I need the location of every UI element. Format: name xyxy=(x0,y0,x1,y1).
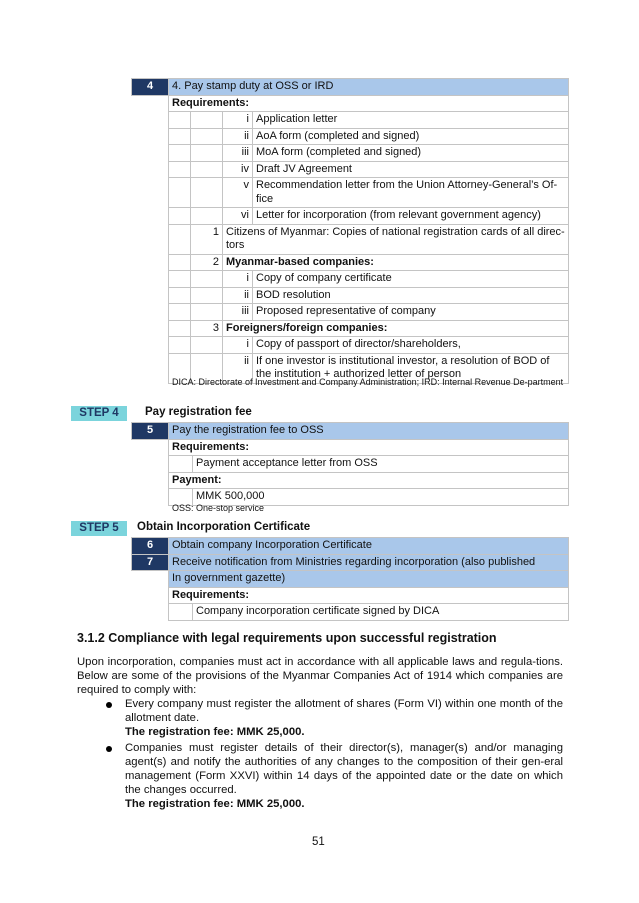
requirement-item: Payment acceptance letter from OSS xyxy=(193,456,569,473)
doc-numeral: vi xyxy=(223,208,253,225)
doc-item: Application letter xyxy=(253,112,569,129)
registration-fee-table xyxy=(131,422,569,506)
sub-item: BOD resolution xyxy=(253,287,569,304)
row-title: Pay the registration fee to OSS xyxy=(169,423,569,440)
doc-item: MoA form (completed and signed) xyxy=(253,145,569,162)
sub-numeral: i xyxy=(223,337,253,354)
bullet-fee: The registration fee: MMK 25,000. xyxy=(125,798,305,810)
row-title-continued: In government gazette) xyxy=(169,571,569,588)
step-4-title: Pay registration fee xyxy=(145,406,252,418)
step-5-title: Obtain Incorporation Certificate xyxy=(137,521,311,533)
sub-item: Proposed representative of company xyxy=(253,304,569,321)
page-number: 51 xyxy=(312,836,325,848)
row-number: 4 xyxy=(132,79,169,96)
incorporation-table xyxy=(131,537,569,621)
bullet-icon xyxy=(106,702,112,708)
group-title: Foreigners/foreign companies: xyxy=(223,320,569,337)
row-number: 5 xyxy=(132,423,169,440)
row-title: 4. Pay stamp duty at OSS or IRD xyxy=(169,79,569,96)
payment-label: Payment: xyxy=(169,472,569,489)
sub-numeral: ii xyxy=(223,287,253,304)
section-paragraph: Upon incorporation, companies must act in accordance with all applicable laws and regula-tions. Below are some of the provisions of the Myanmar Companies Act of 1914 which companies are required to comply with: xyxy=(77,656,563,696)
doc-item: Letter for incorporation (from relevant government agency) xyxy=(253,208,569,225)
doc-item: Draft JV Agreement xyxy=(253,161,569,178)
sub-numeral: i xyxy=(223,271,253,288)
doc-item: Recommendation letter from the Union Attorney-General’s Of-fice xyxy=(253,178,569,208)
sub-item: Copy of passport of director/shareholders, xyxy=(253,337,569,354)
requirements-label: Requirements: xyxy=(169,439,569,456)
sub-item: If one investor is institutional investor, a resolution of BOD of the institution + authorized letter of person xyxy=(253,353,569,383)
bullet-item xyxy=(125,697,563,739)
row-title: Receive notification from Ministries regarding incorporation (also published xyxy=(169,554,569,571)
doc-numeral: iv xyxy=(223,161,253,178)
group-item: Citizens of Myanmar: Copies of national registration cards of all direc-tors xyxy=(223,224,569,254)
bullet-text: Companies must register details of their director(s), manager(s) and/or managing agent(s) and notify the authorities of any changes to the composition of their gen-eral management (Form XXVI) within 14 days of the appointed date or the date on which the changes occurred. xyxy=(125,742,563,796)
sub-numeral: ii xyxy=(223,353,253,383)
group-title: Myanmar-based companies: xyxy=(223,254,569,271)
doc-numeral: iii xyxy=(223,145,253,162)
bullet-item xyxy=(125,741,563,811)
bullet-icon xyxy=(106,746,112,752)
group-number: 3 xyxy=(191,320,223,337)
row-title: Obtain company Incorporation Certificate xyxy=(169,538,569,555)
sub-item: Copy of company certificate xyxy=(253,271,569,288)
requirements-label: Requirements: xyxy=(169,587,569,604)
bullet-fee: The registration fee: MMK 25,000. xyxy=(125,726,305,738)
group-number: 2 xyxy=(191,254,223,271)
doc-item: AoA form (completed and signed) xyxy=(253,128,569,145)
payment-amount: MMK 500,000 xyxy=(193,489,569,506)
row-number: 6 xyxy=(132,538,169,555)
bullet-text: Every company must register the allotment of shares (Form VI) within one month of the allotment date. xyxy=(125,698,563,724)
sub-numeral: iii xyxy=(223,304,253,321)
doc-numeral: ii xyxy=(223,128,253,145)
step-5-badge: STEP 5 xyxy=(71,521,127,536)
abbreviation-note: DICA: Directorate of Investment and Company Administration; IRD: Internal Revenue De-partment xyxy=(172,377,564,387)
step-4-badge: STEP 4 xyxy=(71,406,127,421)
stamp-duty-table xyxy=(131,78,569,384)
row-number: 7 xyxy=(132,554,169,571)
section-heading: 3.1.2 Compliance with legal requirements upon successful registration xyxy=(77,631,497,645)
doc-numeral: i xyxy=(223,112,253,129)
doc-numeral: v xyxy=(223,178,253,208)
requirements-label: Requirements: xyxy=(169,95,569,112)
oss-note: OSS: One-stop service xyxy=(172,503,265,513)
group-number: 1 xyxy=(191,224,223,254)
requirement-item: Company incorporation certificate signed by DICA xyxy=(193,604,569,621)
